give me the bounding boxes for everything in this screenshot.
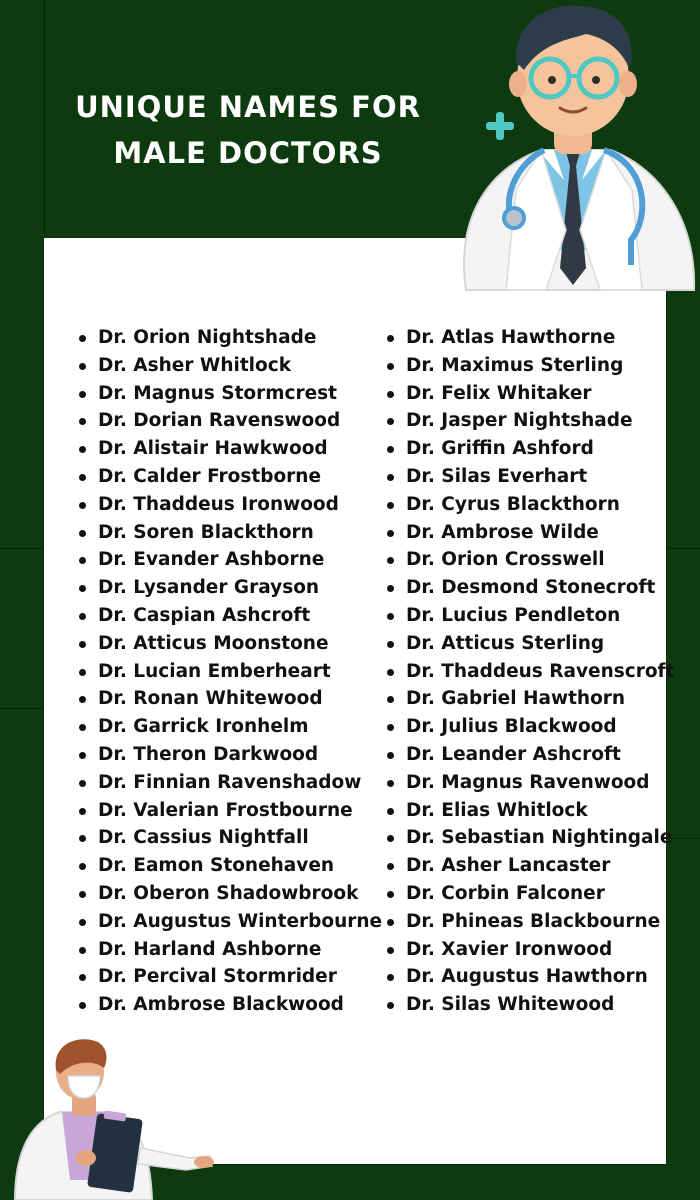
name-list-item: Dr. Maximus Sterling: [384, 352, 674, 380]
name-list-item: Dr. Ambrose Blackwood: [76, 991, 382, 1019]
name-list-item: Dr. Atticus Moonstone: [76, 630, 382, 658]
name-list-item: Dr. Lucian Emberheart: [76, 658, 382, 686]
name-list-item: Dr. Theron Darkwood: [76, 741, 382, 769]
name-list-item: Dr. Silas Everhart: [384, 463, 674, 491]
title-line-2: MALE DOCTORS: [113, 136, 383, 170]
name-list-item: Dr. Griffin Ashford: [384, 435, 674, 463]
name-list-item: Dr. Augustus Hawthorn: [384, 963, 674, 991]
name-list-item: Dr. Dorian Ravenswood: [76, 407, 382, 435]
name-list-item: Dr. Phineas Blackbourne: [384, 908, 674, 936]
names-card: [44, 238, 675, 1164]
name-list-item: Dr. Evander Ashborne: [76, 546, 382, 574]
name-list-item: Dr. Lucius Pendleton: [384, 602, 674, 630]
name-list-item: Dr. Valerian Frostbourne: [76, 797, 382, 825]
name-list-item: Dr. Percival Stormrider: [76, 963, 382, 991]
background-grid-line: [0, 548, 44, 549]
name-list-item: Dr. Felix Whitaker: [384, 380, 674, 408]
name-list-item: Dr. Asher Lancaster: [384, 852, 674, 880]
name-list-item: Dr. Atlas Hawthorne: [384, 324, 674, 352]
name-list-item: Dr. Silas Whitewood: [384, 991, 674, 1019]
name-list-item: Dr. Oberon Shadowbrook: [76, 880, 382, 908]
name-list-item: Dr. Soren Blackthorn: [76, 519, 382, 547]
name-list-item: Dr. Alistair Hawkwood: [76, 435, 382, 463]
name-list-item: Dr. Asher Whitlock: [76, 352, 382, 380]
name-list-item: Dr. Calder Frostborne: [76, 463, 382, 491]
name-list-item: Dr. Xavier Ironwood: [384, 936, 674, 964]
name-list-item: Dr. Magnus Stormcrest: [76, 380, 382, 408]
name-list-item: Dr. Thaddeus Ironwood: [76, 491, 382, 519]
background-grid-line: [44, 0, 45, 238]
name-list-item: Dr. Augustus Winterbourne: [76, 908, 382, 936]
name-list-item: Dr. Thaddeus Ravenscroft: [384, 658, 674, 686]
doctor-with-clipboard-illustration: [0, 1030, 220, 1200]
name-list-item: Dr. Ronan Whitewood: [76, 685, 382, 713]
name-list-item: Dr. Garrick Ironhelm: [76, 713, 382, 741]
name-list-item: Dr. Lysander Grayson: [76, 574, 382, 602]
name-list-item: Dr. Ambrose Wilde: [384, 519, 674, 547]
page-title: [48, 84, 448, 176]
male-doctor-illustration: [446, 0, 700, 305]
name-list-item: Dr. Orion Crosswell: [384, 546, 674, 574]
name-list-item: Dr. Jasper Nightshade: [384, 407, 674, 435]
name-list-item: Dr. Gabriel Hawthorn: [384, 685, 674, 713]
name-list-item: Dr. Elias Whitlock: [384, 797, 674, 825]
name-list-item: Dr. Leander Ashcroft: [384, 741, 674, 769]
name-list-item: Dr. Atticus Sterling: [384, 630, 674, 658]
name-list-item: Dr. Sebastian Nightingale: [384, 824, 674, 852]
name-list-item: Dr. Finnian Ravenshadow: [76, 769, 382, 797]
name-list-item: Dr. Magnus Ravenwood: [384, 769, 674, 797]
name-list-item: Dr. Cyrus Blackthorn: [384, 491, 674, 519]
name-list-item: Dr. Julius Blackwood: [384, 713, 674, 741]
title-line-1: UNIQUE NAMES FOR: [75, 90, 421, 124]
name-list-item: Dr. Desmond Stonecroft: [384, 574, 674, 602]
names-list-right: [384, 324, 674, 1019]
name-list-item: Dr. Eamon Stonehaven: [76, 852, 382, 880]
name-list-item: Dr. Orion Nightshade: [76, 324, 382, 352]
name-list-item: Dr. Corbin Falconer: [384, 880, 674, 908]
name-list-item: Dr. Caspian Ashcroft: [76, 602, 382, 630]
background-grid-line: [0, 708, 44, 709]
names-list-left: [76, 324, 382, 1019]
name-list-item: Dr. Cassius Nightfall: [76, 824, 382, 852]
name-list-item: Dr. Harland Ashborne: [76, 936, 382, 964]
